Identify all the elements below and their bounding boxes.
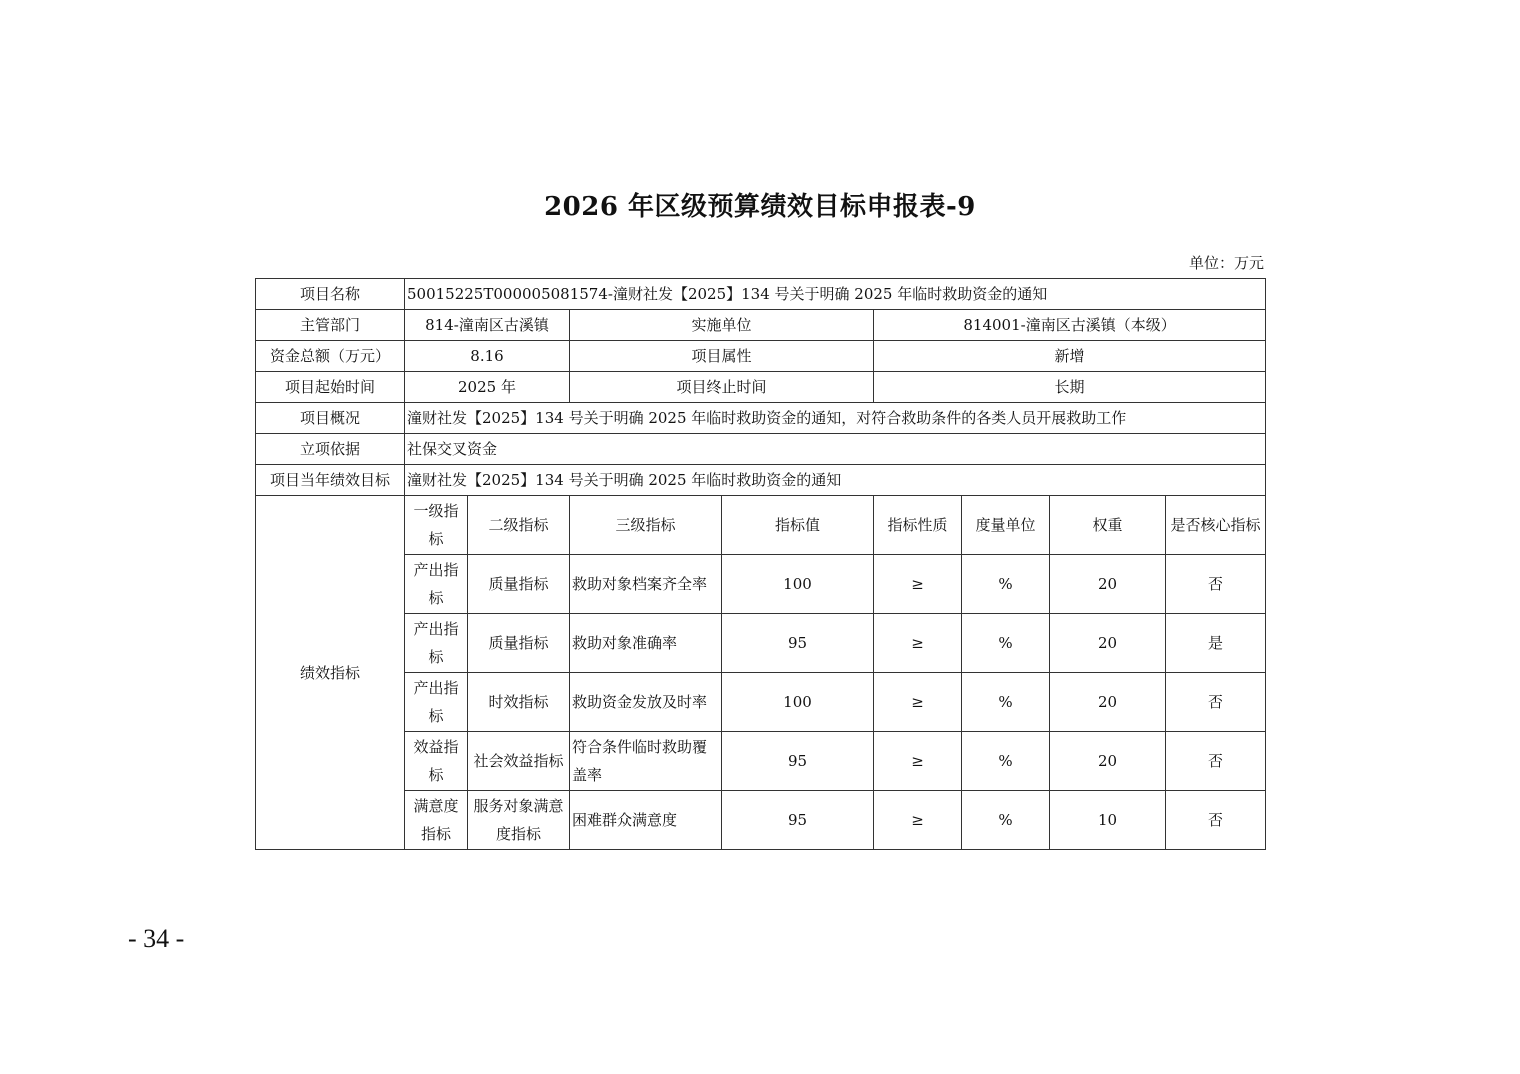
end-label: 项目终止时间	[570, 372, 874, 403]
cell-core: 是	[1166, 614, 1266, 673]
start-value: 2025 年	[405, 372, 570, 403]
cell-level1: 产出指标	[405, 555, 468, 614]
header-core: 是否核心指标	[1166, 496, 1266, 555]
unit-label: 单位：万元	[1188, 254, 1264, 272]
cell-level2: 时效指标	[468, 673, 570, 732]
cell-level2: 社会效益指标	[468, 732, 570, 791]
overview-value: 潼财社发【2025】134 号关于明确 2025 年临时救助资金的通知，对符合救助条件的各类人员开展救助工作	[405, 403, 1266, 434]
funds-label: 资金总额（万元）	[256, 341, 405, 372]
funds-value: 8.16	[405, 341, 570, 372]
cell-level1: 满意度指标	[405, 791, 468, 850]
cell-value: 100	[722, 673, 874, 732]
row-goal	[256, 465, 1266, 496]
table-row	[256, 673, 1266, 732]
row-funds	[256, 341, 1266, 372]
row-department	[256, 310, 1266, 341]
cell-weight: 10	[1050, 791, 1166, 850]
table-row	[256, 555, 1266, 614]
cell-nature: ≥	[874, 791, 962, 850]
start-label: 项目起始时间	[256, 372, 405, 403]
attr-value: 新增	[874, 341, 1266, 372]
cell-nature: ≥	[874, 673, 962, 732]
header-value: 指标值	[722, 496, 874, 555]
goal-label: 项目当年绩效目标	[256, 465, 405, 496]
cell-level3: 救助资金发放及时率	[570, 673, 722, 732]
indicator-header-row	[256, 496, 1266, 555]
dept-value: 814-潼南区古溪镇	[405, 310, 570, 341]
cell-level1: 产出指标	[405, 614, 468, 673]
goal-value: 潼财社发【2025】134 号关于明确 2025 年临时救助资金的通知	[405, 465, 1266, 496]
cell-level3: 困难群众满意度	[570, 791, 722, 850]
cell-core: 否	[1166, 555, 1266, 614]
cell-core: 否	[1166, 791, 1266, 850]
cell-level3: 救助对象准确率	[570, 614, 722, 673]
header-level2: 二级指标	[468, 496, 570, 555]
cell-unit: %	[962, 555, 1050, 614]
header-weight: 权重	[1050, 496, 1166, 555]
header-nature: 指标性质	[874, 496, 962, 555]
cell-nature: ≥	[874, 614, 962, 673]
cell-value: 95	[722, 791, 874, 850]
cell-weight: 20	[1050, 732, 1166, 791]
cell-level1: 效益指标	[405, 732, 468, 791]
row-basis	[256, 434, 1266, 465]
header-unit: 度量单位	[962, 496, 1050, 555]
cell-level1: 产出指标	[405, 673, 468, 732]
table-row	[256, 791, 1266, 850]
overview-label: 项目概况	[256, 403, 405, 434]
cell-unit: %	[962, 614, 1050, 673]
cell-level2: 服务对象满意度指标	[468, 791, 570, 850]
table-row	[256, 732, 1266, 791]
cell-level2: 质量指标	[468, 555, 570, 614]
cell-nature: ≥	[874, 555, 962, 614]
cell-value: 95	[722, 732, 874, 791]
end-value: 长期	[874, 372, 1266, 403]
cell-core: 否	[1166, 673, 1266, 732]
cell-weight: 20	[1050, 673, 1166, 732]
cell-unit: %	[962, 791, 1050, 850]
project-name-value: 50015225T000005081574-潼财社发【2025】134 号关于明确 2025 年临时救助资金的通知	[405, 279, 1266, 310]
impl-label: 实施单位	[570, 310, 874, 341]
cell-unit: %	[962, 673, 1050, 732]
project-name-label: 项目名称	[256, 279, 405, 310]
row-period	[256, 372, 1266, 403]
impl-value: 814001-潼南区古溪镇（本级）	[874, 310, 1266, 341]
cell-value: 100	[722, 555, 874, 614]
header-level3: 三级指标	[570, 496, 722, 555]
cell-level3: 符合条件临时救助覆盖率	[570, 732, 722, 791]
cell-weight: 20	[1050, 614, 1166, 673]
basis-value: 社保交叉资金	[405, 434, 1266, 465]
page-title: 2026 年区级预算绩效目标申报表-9	[544, 192, 976, 222]
row-overview	[256, 403, 1266, 434]
cell-weight: 20	[1050, 555, 1166, 614]
page-number: - 34 -	[128, 924, 185, 953]
table-row	[256, 614, 1266, 673]
cell-level3: 救助对象档案齐全率	[570, 555, 722, 614]
cell-level2: 质量指标	[468, 614, 570, 673]
row-project-name	[256, 279, 1266, 310]
cell-value: 95	[722, 614, 874, 673]
cell-nature: ≥	[874, 732, 962, 791]
attr-label: 项目属性	[570, 341, 874, 372]
cell-core: 否	[1166, 732, 1266, 791]
indicators-section-label: 绩效指标	[256, 496, 405, 850]
dept-label: 主管部门	[256, 310, 405, 341]
basis-label: 立项依据	[256, 434, 405, 465]
cell-unit: %	[962, 732, 1050, 791]
header-level1: 一级指标	[405, 496, 468, 555]
budget-performance-table	[255, 278, 1266, 850]
